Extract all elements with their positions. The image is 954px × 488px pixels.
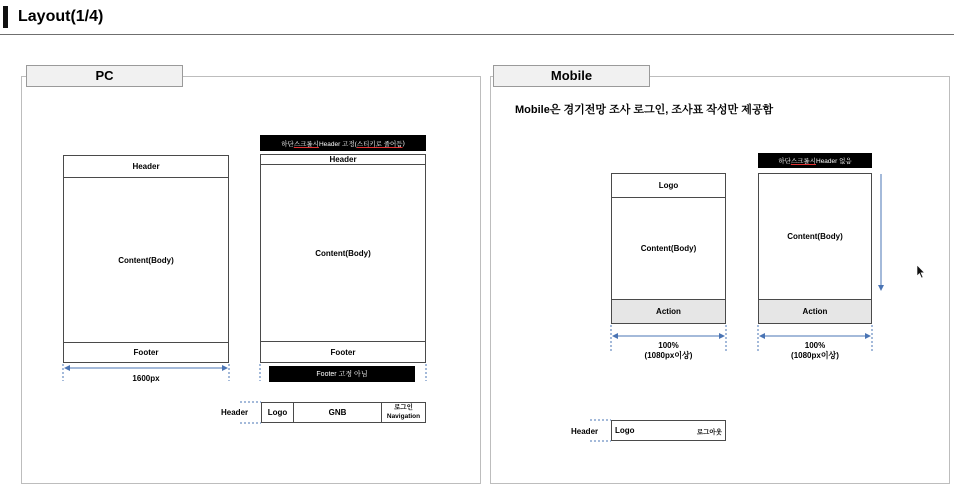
pc-header-login: 로그인	[394, 404, 413, 411]
mobile-b-banner-scroll: 스크롤시	[790, 158, 816, 165]
pc-b-header: Header	[329, 155, 357, 164]
pc-header-navigation: Navigation	[386, 413, 421, 420]
mobile-b-width: 100%	[804, 341, 826, 350]
mobile-b-banner-pre: 하단	[778, 158, 791, 165]
pc-header-gnb: GNB	[294, 403, 382, 422]
pc-b-banner-mid: Header 고정(	[318, 140, 357, 148]
mobile-tab[interactable]: Mobile	[493, 65, 650, 87]
mobile-b-content: Content(Body)	[787, 232, 843, 241]
mobile-note: Mobile은 경기전망 조사 로그인, 조사표 작성만 제공함	[515, 104, 774, 116]
pc-b-footer: Footer	[330, 347, 356, 357]
pc-header-logo: Logo	[262, 403, 294, 422]
dashed-guides	[63, 325, 872, 441]
pc-b-content: Content(Body)	[315, 248, 371, 258]
mobile-b-banner-post: Header 없음	[816, 158, 852, 165]
mobile-a-width-note: (1080px이상)	[644, 351, 693, 360]
page-title: Layout(1/4)	[18, 8, 104, 25]
mobile-header-detail-label: Header	[571, 427, 599, 436]
mouse-cursor-icon	[917, 265, 925, 278]
pc-a-header: Header	[132, 162, 160, 171]
mobile-b-action: Action	[759, 299, 871, 323]
mobile-a-logo: Logo	[658, 181, 679, 190]
mobile-header-logout: 로그아웃	[696, 429, 722, 436]
pc-b-banner-post: )	[402, 139, 405, 147]
pc-b-footer-note: Footer 고정 아님	[269, 366, 415, 382]
pc-a-footer: Footer	[133, 348, 159, 357]
mobile-b-width-note: (1080px이상)	[791, 351, 839, 360]
pc-header-detail-label: Header	[221, 408, 249, 417]
pc-a-width-label: 1600px	[132, 374, 160, 383]
pc-tab[interactable]: PC	[26, 65, 183, 87]
pc-b-banner-sticky: 스티키로 줄어듬	[356, 140, 403, 148]
mobile-a-action: Action	[612, 299, 725, 323]
pc-a-content: Content(Body)	[118, 255, 174, 265]
mobile-a-width: 100%	[658, 341, 679, 350]
pc-b-banner-scroll: 스크롤시	[293, 140, 319, 148]
mobile-header-logo: Logo	[615, 426, 635, 435]
pc-b-banner-pre: 하단	[281, 140, 294, 148]
mobile-a-content: Content(Body)	[640, 244, 697, 253]
